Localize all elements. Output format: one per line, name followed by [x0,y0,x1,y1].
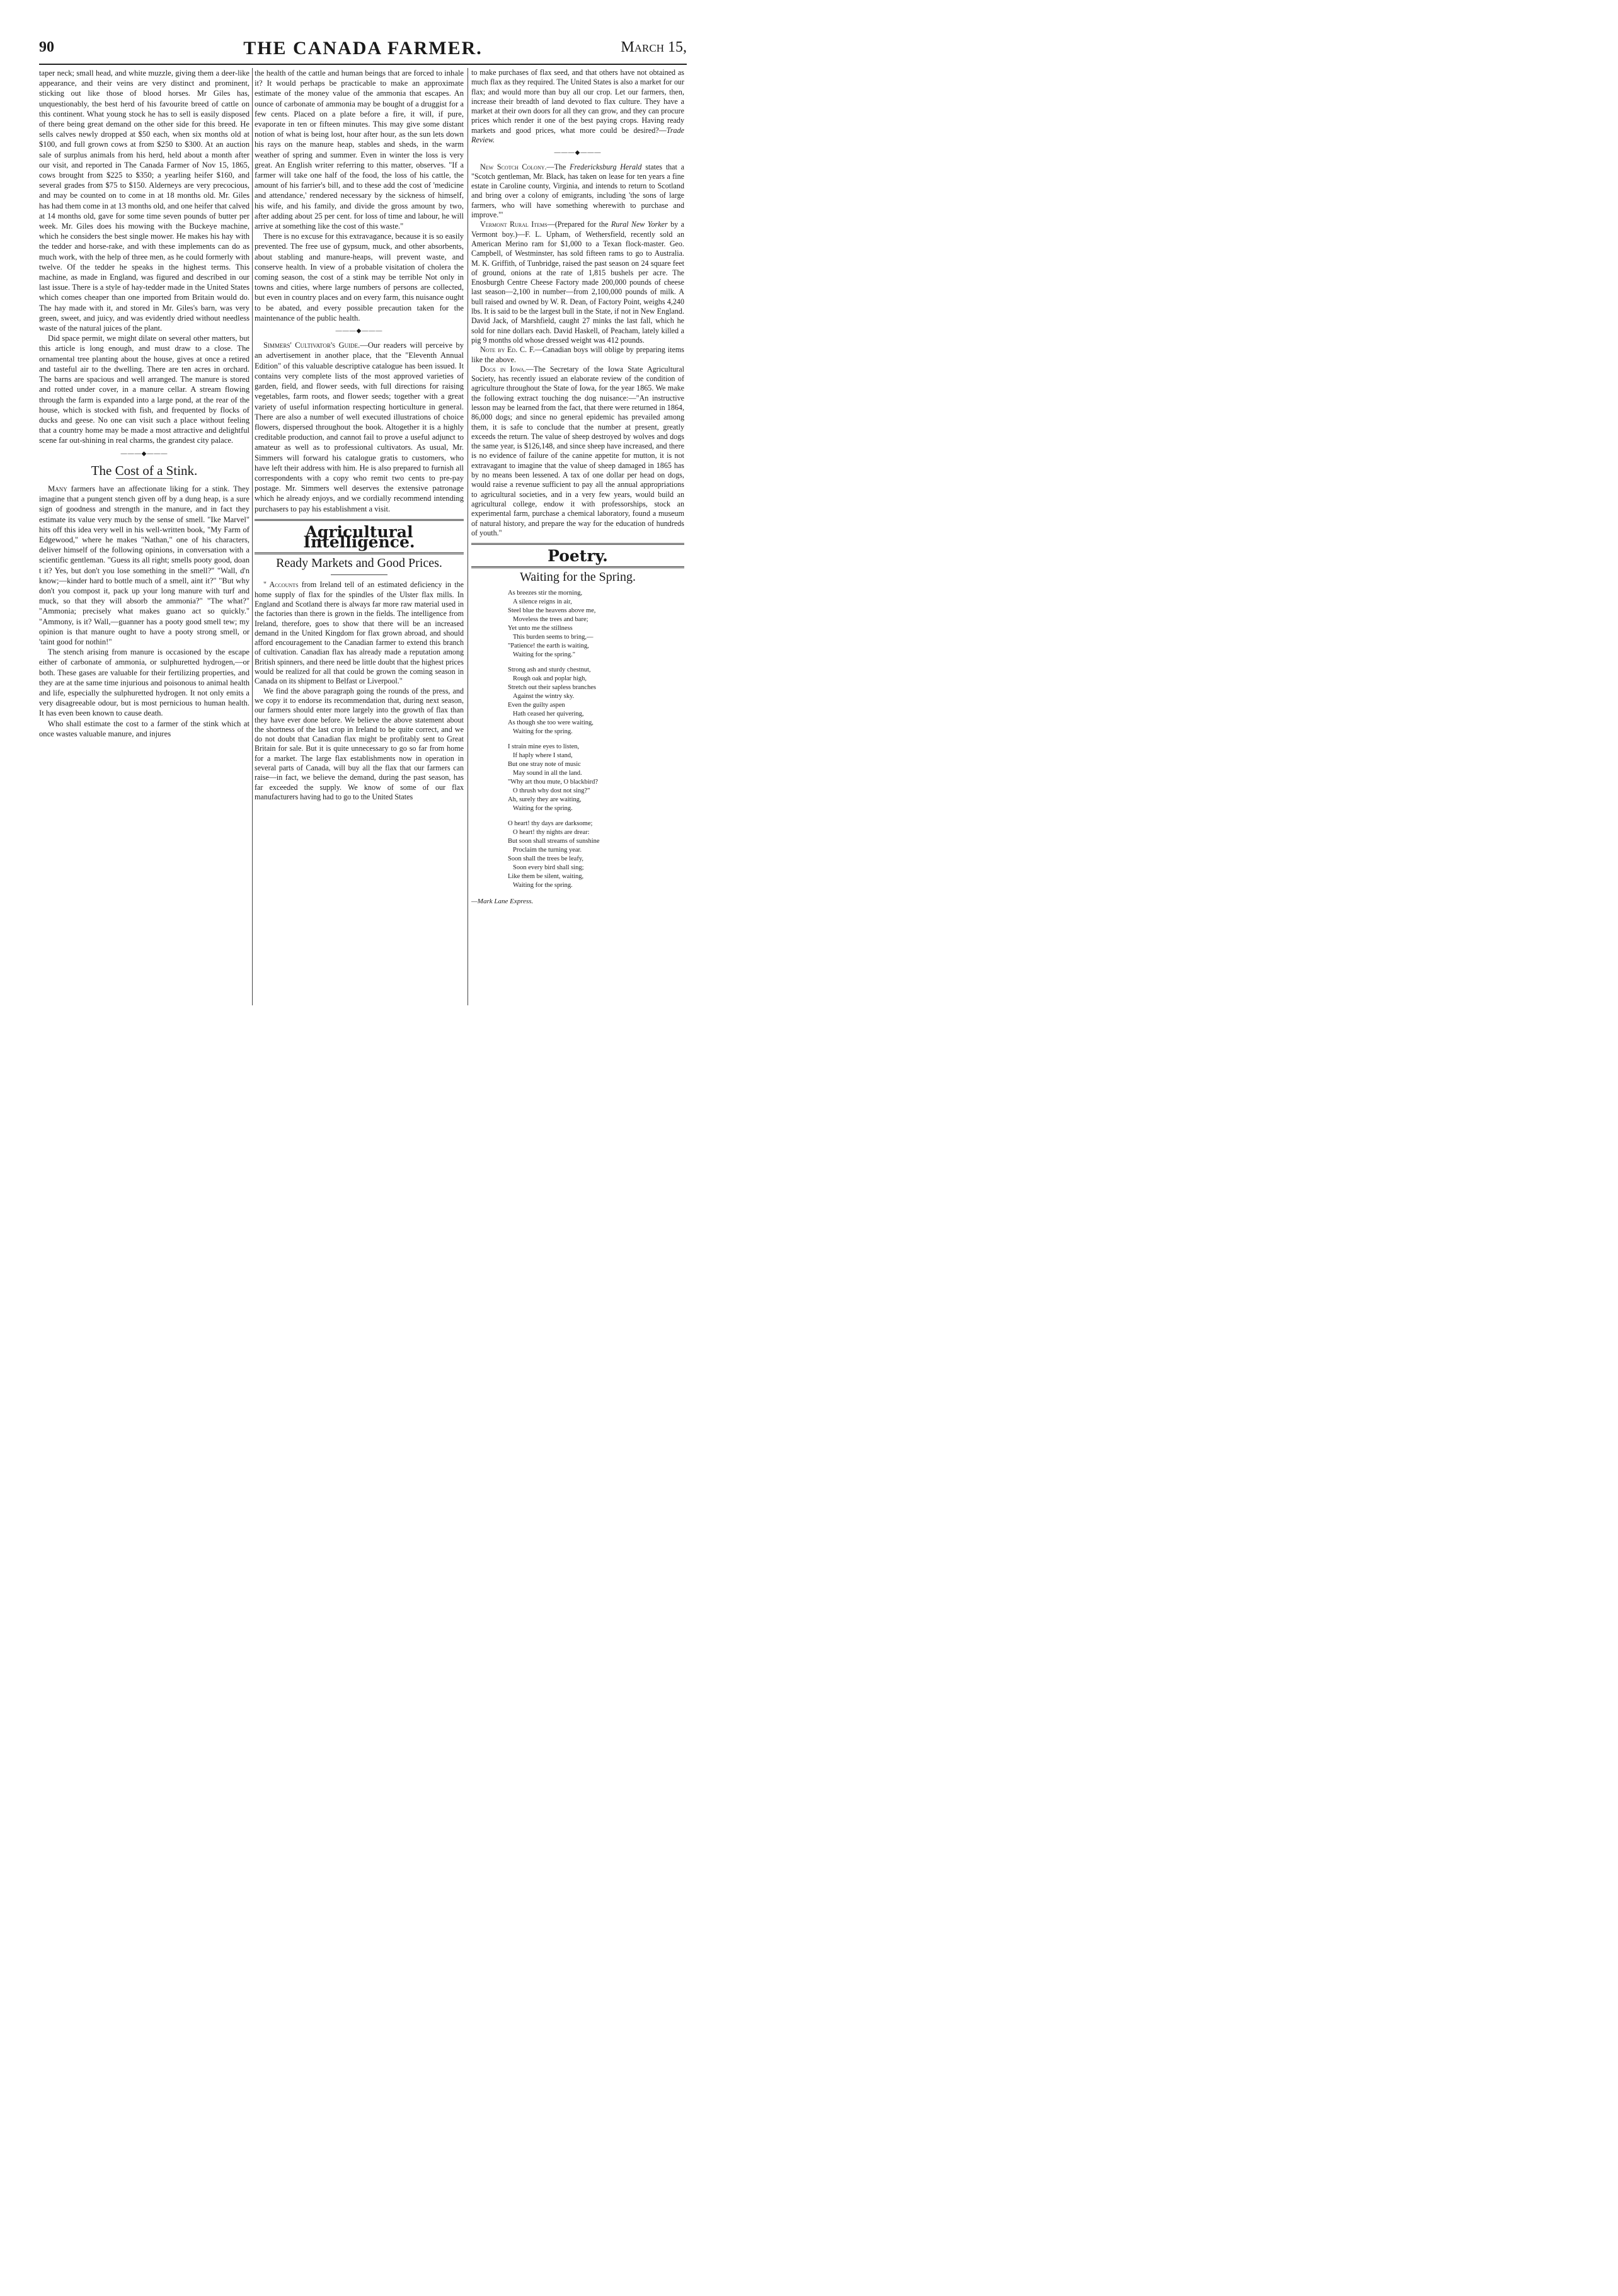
poem-line: Waiting for the spring. [513,728,573,735]
article-paragraph: We find the above paragraph going the rounds of the press, and we copy it to endorse its recommendation that, during next season, our farmers should enter more largely into the growth of flax than they have ever done before. We believe the above statement about the shortness of the last crop in Ireland to be quite correct, and we do not doubt that Canadian flax might be profitably sent to Great Britain for sale. But it is quite unnecessary to go so far from home for a market. The large flax establishments now in operation in several parts of Canada, will buy all the flax that our farmers can raise—in fact, we believe the demand, during the past season, has far exceeded the supply. We know of some of our flax manufacturers having had to go to the United States [255,686,464,801]
article-paragraph: states that a "Scotch gentleman, Mr. Black, has taken on lease for ten years a fine estate in Caroline county, Virginia, and intends to return to Scotland and bring over a colony of emigrants, including 'the sons of large farmers, who will have something wherewith to purchase and improve.'" [471,162,684,220]
poem-line: O heart! thy days are darksome; [508,820,593,827]
poem-line: Waiting for the spring. [513,881,573,889]
poem-line: Yet unto me the stillness [508,624,573,632]
column-2 [255,68,464,1007]
poem-line: Hath ceased her quivering, [513,710,584,717]
article-paragraph: —Canadian boys will oblige by preparing items like the above. [471,345,684,364]
poem-line: I strain mine eyes to listen, [508,743,580,750]
poem-credit: —Mark Lane Express. [471,897,534,905]
poem-line: O heart! thy nights are drear: [513,828,590,836]
lead-word: " Accounts [263,580,299,590]
poem [508,589,684,890]
issue-date: March 15, [621,39,687,55]
poem-line: Proclaim the turning year. [513,846,582,854]
article-paragraph: Did space permit, we might dilate on several other matters, but this article is long enough, and must draw to a close. The ornamental tree planting about the house, gives at once a retired and tasteful air to the dwelling. There are ten acres in orchard. The barns are spacious and well arranged. The manure is stored and rotted under cover, in a manure cellar. A stream flowing through the farm is expanded into a large pond, at the rear of the house, which is stocked with fish, and frequented by flocks of ducks and geese. No one can visit such a place without feeling that a country home may be made a most attractive and delightful scene far out-shining in real charms, the grandest city palace. [39,334,250,445]
poem-stanza [508,589,684,660]
section-rule [471,543,684,545]
section-heading: Agricultural Intelligence. [303,522,415,551]
article-paragraph: The stench arising from manure is occasioned by the escape either of carbonate of ammonia, or sulphuretted hydrogen,—or both. These gases are valuable for their fertilizing properties, and they are at the same time injurious and poisonous to animal health and life, especially the sulphuretted hydrogen. It not only emits a very disagreeable odour, but is most pernicious to human health. It has even been known to cause death. [39,648,250,718]
poem-line: This burden seems to bring,— [513,633,594,641]
masthead-rule [39,64,687,65]
poem-title: Waiting for the Spring. [520,570,636,585]
ornament-divider: ———◆——— [554,149,602,157]
section-heading: Poetry. [548,547,608,566]
column-1 [39,68,250,1007]
ornament-divider: ———◆——— [120,450,168,457]
poem-line: But one stray note of music [508,760,581,768]
newspaper-name: Fredericksburg Herald [570,162,642,171]
poem-line: As breezes stir the morning, [508,589,583,597]
poem-line: Strong ash and sturdy chestnut, [508,666,591,673]
poem-line: Soon every bird shall sing; [513,864,584,871]
article-paragraph: —The Secretary of the Iowa State Agricultural Society, has recently issued an elaborate review of the condition of agriculture throughout the State of Iowa, for the year 1865. We make the following extract touching the dog nuisance:—"An instructive lesson may be learned from the fact, that there were returned in 1864, 86,000 dogs; and since no general epidemic has prevailed among them, it is safe to conclude that the number at present, greatly exceeds the return. The value of sheep destroyed by wolves and dogs the same year, is $126,148, and since sheep have increased, and there is no evidence of failure of the canine appetite for mutton, it is not extravagant to imagine that the value of sheep damaged in 1865 has by no means been lessened. A tax of one dollar per head on dogs, would raise a revenue sufficient to pay all the annual appropriations to agricultural societies, and in a very few years, would build an agricultural college, endow it with professorships, stock an experimental farm, purchase a chemical laboratory, found a museum of natural history, and prepare the way for the education of hundreds of youth." [471,364,684,537]
article-paragraph: farmers have an affectionate liking for a stink. They imagine that a pungent stench given off by a dung heap, is a sure sign of goodness and strength in the manure, and in fact they estimate its value very much by the sense of smell. "Ike Marvel" hits off this idea very well in his well-written book, "My Farm of Edgewood," where he makes "Nathan," one of his characters, deliver himself of the following opinions, in conversation with a scientific gentleman. "Guess its all right; smells pooty good, doan t it? Yes, but don't you lose something in the smell?" "Wall, d'n know;—kinder hard to bottle much of a smell, aint it?" "But why don't you compost it, pack up your long manure with turf and muck, so that they will absorb the ammonia?" "The what?" "Ammonia; precisely what makes guano act so quickly." "Ammony, is it? Wall,—guanner has a pooty good smell tew; my opinion is that manure ought to have a pooty strong smell, or 'taint good for nothin!" [39,484,250,646]
article-paragraph: There is no excuse for this extravagance, because it is so easily prevented. The free use of gypsum, muck, and other absorbents, about stabling and manure-heaps, will prevent waste, and conserve health. In view of a probable visitation of cholera the coming season, the cost of a stink may be terrible Not only in towns and cities, where large numbers of persons are collected, but even in country places and on every farm, this nuisance ought to be abated, and every possible precaution taken for the maintenance of the public health. [255,232,464,323]
poem-line: Even the guilty aspen [508,701,565,709]
section-rule [255,519,464,521]
item-lead: Dogs in Iowa. [480,364,526,374]
poem-stanza [508,743,684,813]
section-rule [471,566,684,568]
poem-line: Soon shall the trees be leafy, [508,855,584,862]
poem-line: If haply where I stand, [513,751,573,759]
page-number: 90 [39,39,54,55]
item-text: —The [546,162,566,171]
poem-line: But soon shall streams of sunshine [508,837,600,845]
article-paragraph: by a Vermont boy.)—F. L. Upham, of Wethersfield, recently sold an American Merino ram for $1,000 to a Texan flock-master. Geo. Campbell, of Westminster, has sold fifteen rams to go to Australia. M. K. Griffith, of Tunbridge, raised the past season on 24 square feet of ground, onions at the rate of 1,815 bushels per acre. The Enosburgh Centre Cheese Factory made 200,000 pounds of cheese last season—2,100 in number—from 2,100,000 pounds of milk. A bull raised and owned by W. R. Dean, of Factory Point, weighs 4,240 lbs. It is said to be the largest bull in the State, if not in New England. David Jack, of Marshfield, caught 27 minks the last fall, which he sold for nine dollars each. David Haskell, of Peacham, lately killed a pig 9 months old whose dressed weight was 412 pounds. [471,220,684,345]
item-lead: Note by Ed. C. F. [480,345,535,355]
poem-line: "Why art thou mute, O blackbird? [508,778,599,785]
poem-line: A silence reigns in air, [513,598,572,605]
poem-line: Ah, surely they are waiting, [508,796,582,803]
ornament-divider: ———◆——— [335,328,383,335]
item-lead: Simmers' Cultivator's Guide. [263,341,360,350]
heading-rule [116,478,173,479]
heading-rule [331,574,387,575]
poem-line: Moveless the trees and bare; [513,615,588,623]
section-rule [255,552,464,554]
poem-line: Like them be silent, waiting, [508,872,584,880]
poem-line: Steel blue the heavens above me, [508,607,596,614]
article-heading: The Cost of a Stink. [91,462,198,478]
column-3 [471,68,684,1007]
article-paragraph: taper neck; small head, and white muzzle, giving them a deer-like appearance, and their veins are very distinct and prominent, sticking out like those of blood horses. Mr Giles has, unquestionably, the best herd of his favourite breed of cattle on this continent. What young stock he has to sell is easily disposed of there being great demand on the other side for this breed. He sells calves newly dropped at $50 each, when six months old at $100, and full grown cows at from $250 to $300. At an auction sale of surplus animals from his herd, held about a month after our visit, and reported in The Canada Farmer of Nov 15, 1865, cows brought from $225 to $350; a yearling heifer $160, and several grades from $75 to $150. Alderneys are very precocious, and may be counted on to come in at 18 months old. Mr. Giles has had them come in at 13 months old, and one heifer that calved at 14 months old, gave for some time seven pounds of butter per week. Mr. Giles does his mowing with the Buckeye machine, which he considers the best single mower. He makes his hay with the tedder and horse-rake, and with these implements can do as much work, with the help of three men, as he could formerly with twelve. Of the tedder he speaks in the highest terms. This machine, as made in England, was figured and described in our last issue. There is a style of hay-tedder made in the United States which comes cheaper than one imported from Britain would do. The hay made with it, and stored in Mr. Giles's barn, was very green, sweet, and juicy, and was evidently dried without needless waste of the natural juices of the plant. [39,69,250,333]
poem-stanza [508,666,684,736]
lead-word: Many [48,484,67,493]
newspaper-title: THE CANADA FARMER. [243,38,483,59]
item-text: —(Prepared for the [547,220,609,229]
source-credit: Trade Review. [471,125,684,145]
poem-line: Waiting for the spring. [513,804,573,812]
item-lead: New Scotch Colony. [480,162,547,171]
poem-line: As though she too were waiting, [508,719,594,726]
article-paragraph: to make purchases of flax seed, and that others have not obtained as much flax as they required. The United States is also a market for our flax; and would more than buy all our crop. Let our farmers, then, increase their breadth of land devoted to flax culture. They have a market at their own doors for all they can grow, and they can procure prices which render it one of the best paying crops. Having ready markets and good prices, what more could be desired?— [471,68,684,135]
newspaper-name: Rural New Yorker [611,220,668,229]
poem-line: Waiting for the spring." [513,651,576,658]
poem-line: Stretch out their sapless branches [508,683,596,691]
column-divider [252,68,253,1005]
article-paragraph: —Our readers will perceive by an advertisement in another place, that the "Eleventh Annual Edition" of this valuable descriptive catalogue has been issued. It contains very complete lists of the most approved varieties of garden, field, and flower seeds, with full directions for raising vegetables, farm roots, and flower seeds; together with a great variety of useful information respecting horticulture in general. There are also a number of well executed illustrations of choice flowers, dispersed throughout the book. Altogether it is a highly creditable production, and cannot fail to prove a useful adjunct to amateur as well as to professional cultivators. As usual, Mr. Simmers will forward his catalogue gratis to customers, who have left their address with him. He is also prepared to furnish all correspondents with a copy who remit two cents to pre-pay postage. Mr. Simmers well deserves the extensive patronage which he already enjoys, and we cordially recommend intending purchasers to pay his establishment a visit. [255,341,464,513]
poem-line: May sound in all the land. [513,769,582,777]
masthead [39,38,687,63]
poem-stanza [508,820,684,890]
article-paragraph: Who shall estimate the cost to a farmer of the stink which at once wastes valuable manure, and injures [39,719,250,738]
article-heading: Ready Markets and Good Prices. [276,556,442,571]
article-paragraph: from Ireland tell of an estimated deficiency in the home supply of flax for the spindles of the Ulster flax mills. In England and Scotland there is always far more raw material used in the factories than there is grown in the fields. The intelligence from Ireland, therefore, goes to show that there will be an increased demand in the United Kingdom for flax grown abroad, and should afford encouragement to the Canadian farmer to extend this branch of cultivation. Canadian flax has already made a reputation among British spinners, and there need be little doubt that the highest prices would be realized for all that could be grown the coming season in Canada on its shipment to Belfast or Liverpool." [255,580,464,686]
poem-line: Rough oak and poplar high, [513,675,587,682]
item-lead: Vermont Rural Items [480,220,548,229]
article-paragraph: the health of the cattle and human beings that are forced to inhale it? It would perhaps be practicable to make an approximate estimate of the money value of the ammonia that escapes. An ounce of carbonate of ammonia may be bought of a druggist for a few cents. Placed on a plate before a fire, it will, if pure, evaporate in ten or fifteen minutes. This may give some distant notion of what is being lost, hour after hour, as the sun lets down his rays on the manure heap, stables and sheds, in the warm weather of spring and summer. Even in winter the loss is very great. An English writer referring to this matter, observes. "If a farmer will take one half of the food, the loss of his cattle, the amount of his farrier's bill, and to these add the cost of 'medicine and attendance,' rendered necessary by the sickness of himself, his wife, and his family, and divide the gross amount by two, after adding about 25 per cent. for loss of time and labour, he will arrive at something like the cost of this waste." [255,69,464,231]
poem-line: Against the wintry sky. [513,692,575,700]
poem-line: "Patience! the earth is waiting, [508,642,589,649]
poem-line: O thrush why dost not sing?" [513,787,590,794]
